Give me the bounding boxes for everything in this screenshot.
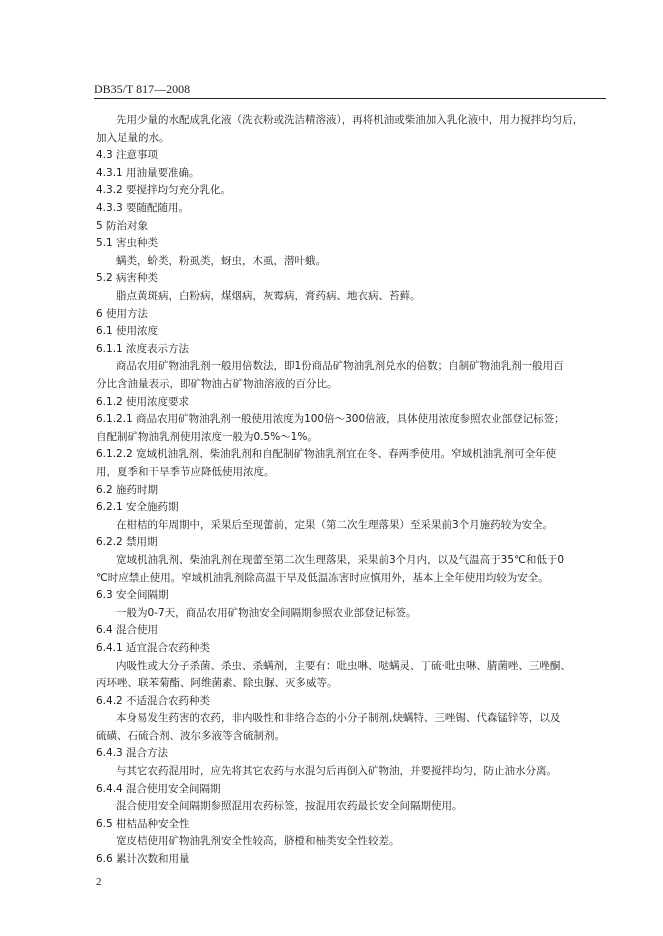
section-heading: 6.4.3 混合方法 [96,747,169,760]
paragraph-line: ℃时应禁止使用。窄域机油乳剂除高温干旱及低温冻害时应慎用外，基本上全年使用均较为安全。 [96,571,549,584]
paragraph-line: 混合使用安全间隔期参照混用农药标签，按混用农药最长安全间隔期使用。 [116,800,463,813]
section-heading: 6.6 累计次数和用量 [96,853,190,865]
paragraph-line: 螨类，蚧类，粉虱类，蚜虫，木虱，潜叶蛾。 [116,254,326,267]
section-heading: 6.4.1 适宜混合农药种类 [96,641,211,654]
section-heading: 6.4.2 不适混合农药种类 [96,694,211,707]
paragraph-line: 在柑桔的年周期中，采果后至现蕾前，定果（第二次生理落果）至采果前3个月施药较为安全。 [116,518,554,531]
section-heading: 6.4 混合使用 [96,624,159,637]
paragraph-line: 内吸性或大分子杀菌、杀虫、杀螨剂，主要有：吡虫啉、哒螨灵、丁硫·吡虫啉、腈菌唑、三唑酮、 [116,659,571,672]
section-heading: 6.5 柑桔品种安全性 [96,817,190,830]
section-heading: 4.3 注意事项 [96,149,159,162]
paragraph-line: 宽域机油乳剂、柴油乳剂在现蕾至第二次生理落果，采果前3个月内，以及气温高于35℃和低于0 [116,553,565,566]
paragraph-line: 一般为0-7天，商品农用矿物油安全间隔期参照农业部登记标签。 [116,606,417,619]
clause-line: 6.1.2.1 商品农用矿物油乳剂一般使用浓度为100倍～300倍液，具体使用浓度参照农业部登记标签； [96,413,565,426]
paragraph-line: 分比含油量表示，即矿物油占矿物油溶液的百分比。 [96,377,338,390]
standard-code: DB35/T 817—2008 [94,82,191,96]
paragraph-line: 自配制矿物油乳剂使用浓度一般为0.5%～1%。 [96,430,318,443]
paragraph-line: 丙环唑、联苯菊酯、阿维菌素、除虫脲、灭多威等。 [96,677,338,689]
paragraph-line: 宽皮桔使用矿物油乳剂安全性较高，脐橙和柚类安全性较差。 [116,835,400,848]
clause-line: 6.1.2.2 宽域机油乳剂、柴油乳剂和自配制矿物油乳剂宜在冬、春两季使用。窄域机油乳剂可全年使 [96,448,557,461]
paragraph-line: 与其它农药混用时，应先将其它农药与水混匀后再倒入矿物油，并要搅拌均匀，防止油水分离。 [116,765,557,777]
section-heading: 6.2 施药时期 [96,483,159,496]
section-heading: 6.1.2 使用浓度要求 [96,395,190,408]
paragraph-line: 脂点黄斑病，白粉病，煤烟病，灰霉病，膏药病、地衣病、苔藓。 [116,290,421,302]
section-heading: 5.1 害虫种类 [96,237,159,250]
section-heading: 5.2 病害种类 [96,272,159,285]
page-number: 2 [96,876,102,888]
paragraph-line: 商品农用矿物油乳剂一般用倍数法，即1份商品矿物油乳剂兑水的倍数；自制矿物油乳剂一般用百 [116,360,564,373]
section-heading: 6.3 安全间隔期 [96,589,169,602]
paragraph-line: 先用少量的水配成乳化液（洗衣粉或洗洁精溶液），再将机油或柴油加入乳化液中，用力搅拌均匀后， [116,114,584,126]
section-heading: 6.1.1 浓度表示方法 [96,342,190,355]
clause-line: 4.3.1 用油量要准确。 [96,166,200,179]
paragraph-line: 本身易发生药害的农药，非内吸性和非络合态的小分子制剂,炔螨特、三唑锡、代森锰锌等，以及 [116,712,561,725]
section-heading: 6.4.4 混合使用安全间隔期 [96,782,221,795]
paragraph-line: 硫磺、石硫合剂、波尔多液等含硫制剂。 [96,729,285,742]
paragraph-line: 加入足量的水。 [96,131,170,144]
header-divider [94,98,606,99]
section-heading: 6.1 使用浓度 [96,325,159,338]
clause-line: 4.3.2 要搅拌均匀充分乳化。 [96,184,232,197]
section-heading: 5 防治对象 [96,219,149,232]
section-heading: 6 使用方法 [96,307,149,320]
section-heading: 6.2.2 禁用期 [96,536,158,549]
paragraph-line: 用，夏季和干旱季节应降低使用浓度。 [96,465,275,478]
section-heading: 6.2.1 安全施药期 [96,501,179,514]
clause-line: 4.3.3 要随配随用。 [96,202,190,214]
